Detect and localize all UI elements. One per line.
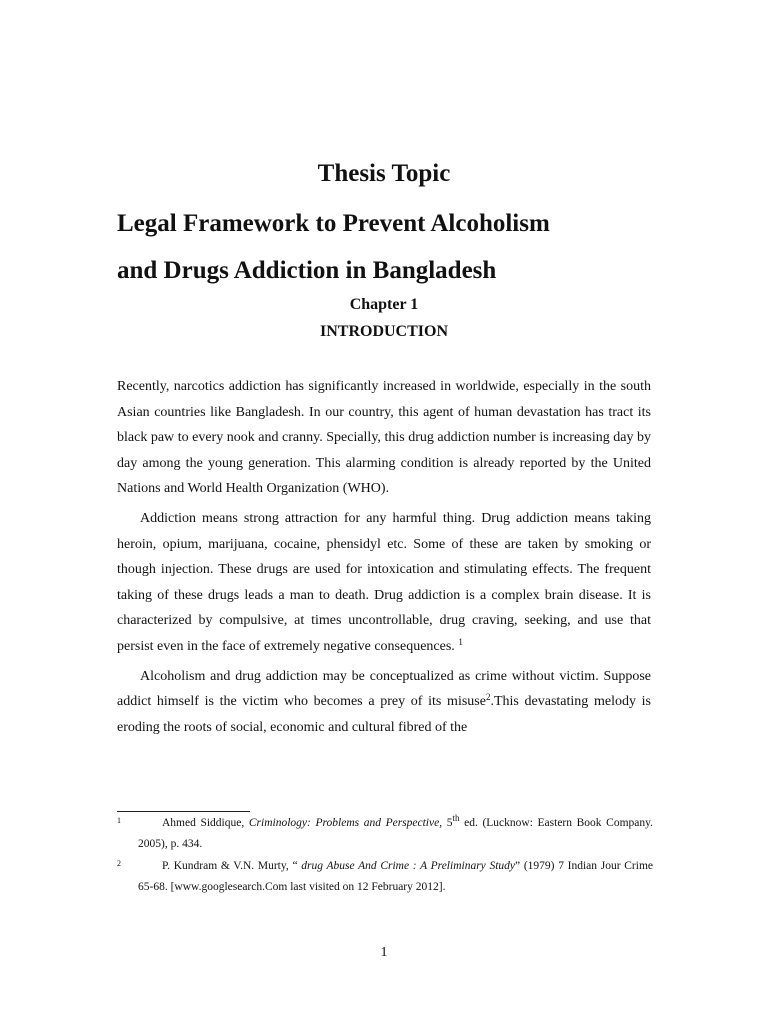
footnote-2-title: drug Abuse And Crime : A Preliminary Study — [301, 860, 516, 872]
paragraph-1: Recently, narcotics addiction has significantly increased in worldwide, especially in the south Asian countries like Bangladesh. In our country, this agent of human devastation has tract its black paw to every nook and cranny. Specially, this drug addiction number is increasing day by day among the young generation. This alarming condition is already reported by the United Nations and World Health Organization (WHO). — [117, 379, 651, 497]
footnote-1-edition-suffix: th — [452, 813, 460, 823]
footnote-2 — [117, 856, 653, 898]
page-number: 1 — [380, 945, 388, 960]
footnote-1-author: Ahmed Siddique, — [162, 817, 249, 829]
paragraph-3 — [117, 664, 651, 741]
footnote-2-number: 2 — [117, 859, 121, 868]
paragraph-2 — [117, 506, 651, 660]
thesis-title-line-1: Legal Framework to Prevent Alcoholism — [117, 210, 550, 237]
footnote-2-text — [138, 856, 653, 898]
footnote-1-edition: 5 — [442, 817, 453, 829]
footnote-ref-1[interactable]: 1 — [458, 636, 463, 647]
footnote-1-number: 1 — [117, 816, 121, 825]
footnote-1-publication: ed. (Lucknow: Eastern Book Company. 2005), p. 434. — [138, 817, 653, 850]
thesis-topic-label: Thesis Topic — [317, 160, 451, 187]
footnote-2-author: P. Kundram & V.N. Murty, “ — [162, 860, 302, 872]
thesis-title — [117, 200, 677, 294]
thesis-title-line-2: and Drugs Addiction in Bangladesh — [117, 257, 497, 284]
footnote-separator — [117, 811, 250, 812]
footnote-1-title: Criminology: Problems and Perspective, — [248, 817, 443, 829]
footnote-ref-2[interactable]: 2 — [485, 692, 491, 703]
footnotes — [117, 813, 653, 899]
paragraph-3-text-b: .This devastating melody is eroding the roots of social, economic and cultural fibred of the — [117, 694, 651, 735]
paragraph-2-text: Addiction means strong attraction for any harmful thing. Drug addiction means taking heroin, opium, marijuana, cocaine, phensidyl etc. Some of these are taken by smoking or though injection. These drugs are used for intoxication and stimulating effects. The frequent taking of these drugs leads a man to death. Drug addiction is a complex brain disease. It is characterized by compulsive, at times uncontrollable, drug craving, seeking, and use that persist even in the face of extremely negative consequences. — [117, 510, 651, 654]
footnote-1-text — [138, 813, 653, 855]
footnote-1 — [117, 813, 653, 855]
section-heading: INTRODUCTION — [319, 323, 448, 340]
body-text — [117, 374, 651, 744]
paragraph-3-text-a: Alcoholism and drug addiction may be conceptualized as crime without victim. Suppose addict himself is the victim who becomes a prey of its misuse — [117, 668, 651, 710]
chapter-heading: Chapter 1 — [349, 296, 419, 313]
footnote-2-publication: ” (1979) 7 Indian Jour Crime 65-68. [www.googlesearch.Com last visited on 12 February 2012]. — [138, 860, 653, 893]
